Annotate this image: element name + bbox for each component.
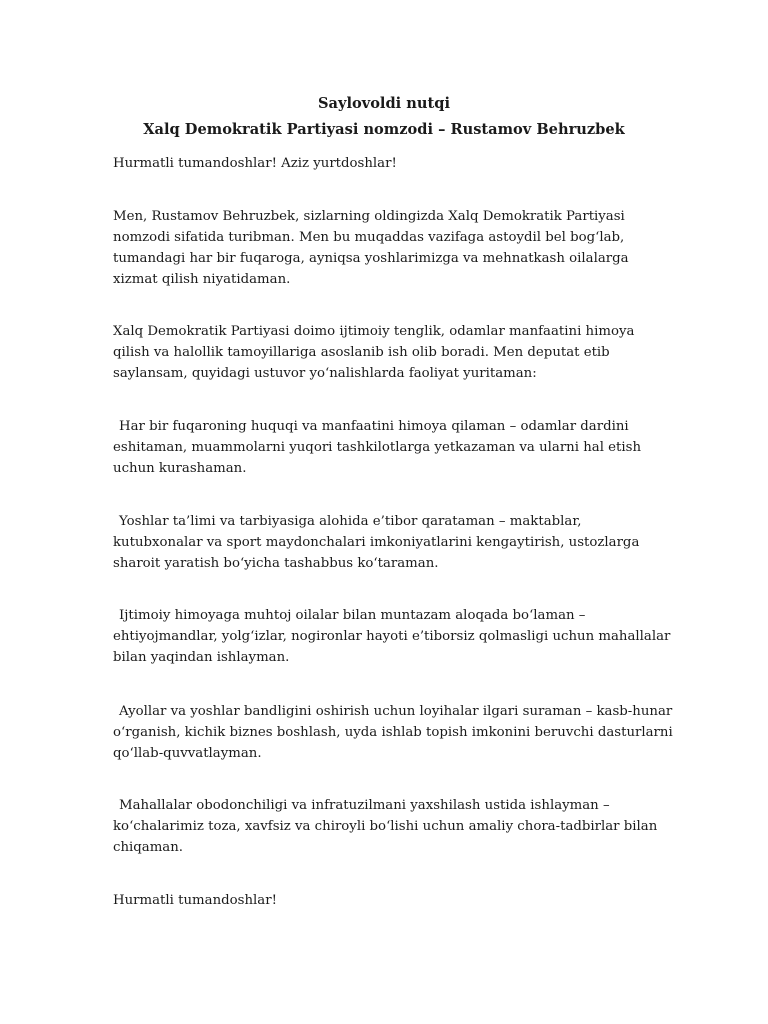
intro-paragraph: Men, Rustamov Behruzbek, sizlarning oldingizda Xalq Demokratik Partiyasi nomzodi sifatida turibman. Men bu muqaddas vazifaga astoydil bel bog‘lab, tumandagi har bir fuqaroga, ayniqsa yoshlarimizga va mehnatkash oilalarga xizmat qilish niyatidaman. [113,209,629,287]
priority-item: Mahallalar obodonchiligi va infratuzilmani yaxshilash ustida ishlayman – ko‘chalarimiz toza, xavfsiz va chiroyli bo‘lishi uchun amaliy chora-tadbirlar bilan chiqaman. [113,798,658,855]
greeting-paragraph: Hurmatli tumandoshlar! Aziz yurtdoshlar! [113,156,397,171]
closing-paragraph: Hurmatli tumandoshlar! [113,893,277,908]
document-title: Saylovoldi nutqi [317,95,451,112]
priority-item: Yoshlar ta’limi va tarbiyasiga alohida e’tibor qarataman – maktablar, kutubxonalar va sport maydonchalari imkoniyatlarini kengaytirish, ustozlarga sharoit yaratish bo‘yicha tashabbus ko‘taraman. [113,514,640,571]
priority-item: Ijtimoiy himoyaga muhtoj oilalar bilan muntazam aloqada bo‘laman – ehtiyojmandlar, yolg‘izlar, nogironlar hayoti e’tiborsiz qolmasligi uchun mahallalar bilan yaqindan ishlayman. [113,608,671,665]
party-paragraph: Xalq Demokratik Partiyasi doimo ijtimoiy tenglik, odamlar manfaatini himoya qilish va halollik tamoyillariga asoslanib ish olib boradi. Men deputat etib saylansam, quyidagi ustuvor yo‘nalishlarda faoliyat yuritaman: [113,324,635,381]
priority-item: Har bir fuqaroning huquqi va manfaatini himoya qilaman – odamlar dardini eshitaman, muammolarni yuqori tashkilotlarga yetkazaman va ularni hal etish uchun kurashaman. [113,419,642,476]
document-subtitle: Xalq Demokratik Partiyasi nomzodi – Rustamov Behruzbek [143,121,625,138]
priority-item: Ayollar va yoshlar bandligini oshirish uchun loyihalar ilgari suraman – kasb-hunar o‘rganish, kichik biznes boshlash, uyda ishlab topish imkonini beruvchi dasturlarni qo‘llab-quvvatlayman. [113,704,673,761]
